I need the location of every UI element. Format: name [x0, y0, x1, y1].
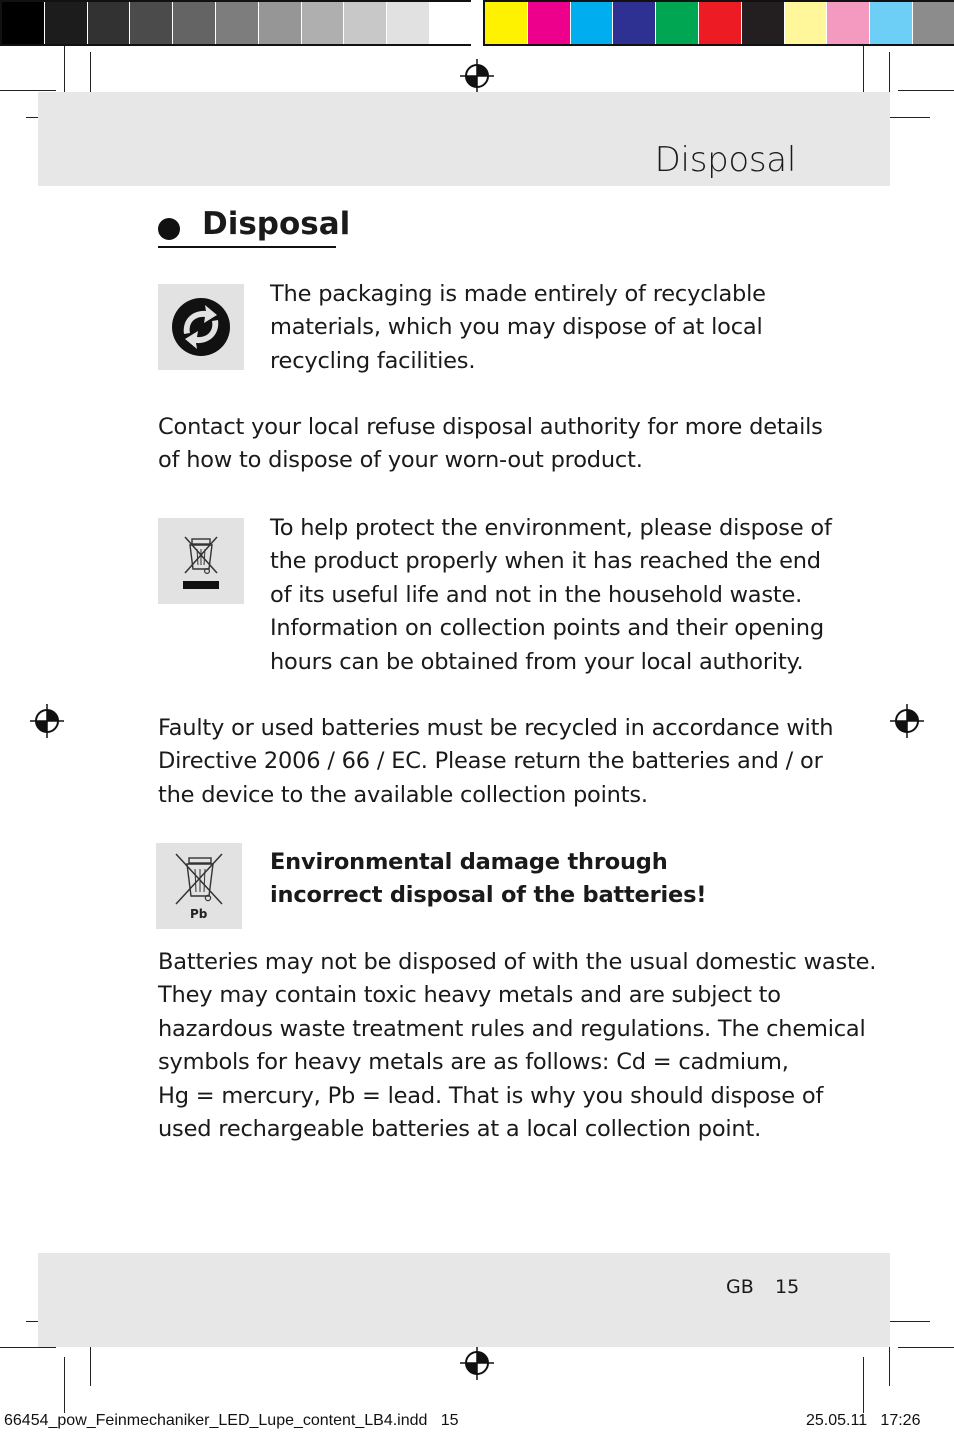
page-footer-band	[38, 1253, 890, 1347]
print-slug-filename: 66454_pow_Feinmechaniker_LED_Lupe_content_LB4.indd 15	[4, 1412, 459, 1429]
packaging-paragraph: The packaging is made entirely of recyclable materials, which you may dispose of at local recycling facilities.	[270, 281, 766, 374]
gray-swatch	[216, 2, 258, 44]
recycling-arrows-icon	[158, 284, 244, 370]
gray-swatch	[2, 2, 44, 44]
heavy-metals-paragraph: Batteries may not be disposed of with the usual domestic waste. They may contain toxic heavy metals and are subject to hazardous waste treatment rules and regulations. The chemical symbols for heavy metals are as follows: Cd = cadmium, Hg = mercury, Pb = lead. That is why you should dispose of used rechargeable batteries at a local collection point.	[158, 949, 877, 1143]
gray-swatch	[344, 2, 386, 44]
registration-target-icon	[460, 1346, 494, 1380]
footer-language: GB	[726, 1276, 754, 1298]
gray-swatch	[430, 2, 472, 44]
registration-target-icon	[890, 704, 924, 738]
batteries-paragraph: Faulty or used batteries must be recycled in accordance with Directive 2006 / 66 / EC. Please return the batteries and / or the device to the available collection points.	[158, 715, 834, 808]
crossed-out-wheelie-bin-icon	[158, 518, 244, 604]
heading-underline	[158, 246, 336, 248]
footer-page-number: 15	[775, 1276, 800, 1298]
print-slug-timestamp: 25.05.11 17:26	[806, 1412, 921, 1429]
color-swatch	[528, 2, 570, 44]
section-heading-text: Disposal	[202, 206, 351, 242]
page-header-title: Disposal	[654, 140, 796, 180]
color-swatch	[485, 2, 527, 44]
gray-swatch	[45, 2, 87, 44]
gray-swatch	[302, 2, 344, 44]
color-swatch	[613, 2, 655, 44]
crossed-out-battery-bin-icon	[156, 843, 242, 929]
battery-bin-label: Pb	[190, 907, 208, 921]
gray-swatch	[387, 2, 429, 44]
color-swatch	[827, 2, 869, 44]
gray-swatch	[173, 2, 215, 44]
environment-paragraph: To help protect the environment, please dispose of the product properly when it has reached the end of its useful life and not in the household waste. Information on collection points and their opening hours can be obtained from your local authority.	[270, 515, 832, 675]
gray-swatch	[130, 2, 172, 44]
registration-target-icon	[30, 704, 64, 738]
gray-swatch	[88, 2, 130, 44]
color-swatch	[699, 2, 741, 44]
color-swatch	[656, 2, 698, 44]
gray-swatch	[259, 2, 301, 44]
color-swatch	[870, 2, 912, 44]
color-swatch	[571, 2, 613, 44]
color-swatch	[913, 2, 954, 44]
battery-warning-heading: Environmental damage through incorrect disposal of the batteries!	[270, 849, 707, 909]
registration-target-icon	[460, 59, 494, 93]
color-swatch	[742, 2, 784, 44]
contact-paragraph: Contact your local refuse disposal authority for more details of how to dispose of your worn-out product.	[158, 414, 823, 474]
color-swatch	[785, 2, 827, 44]
heading-bullet-icon	[158, 218, 180, 240]
